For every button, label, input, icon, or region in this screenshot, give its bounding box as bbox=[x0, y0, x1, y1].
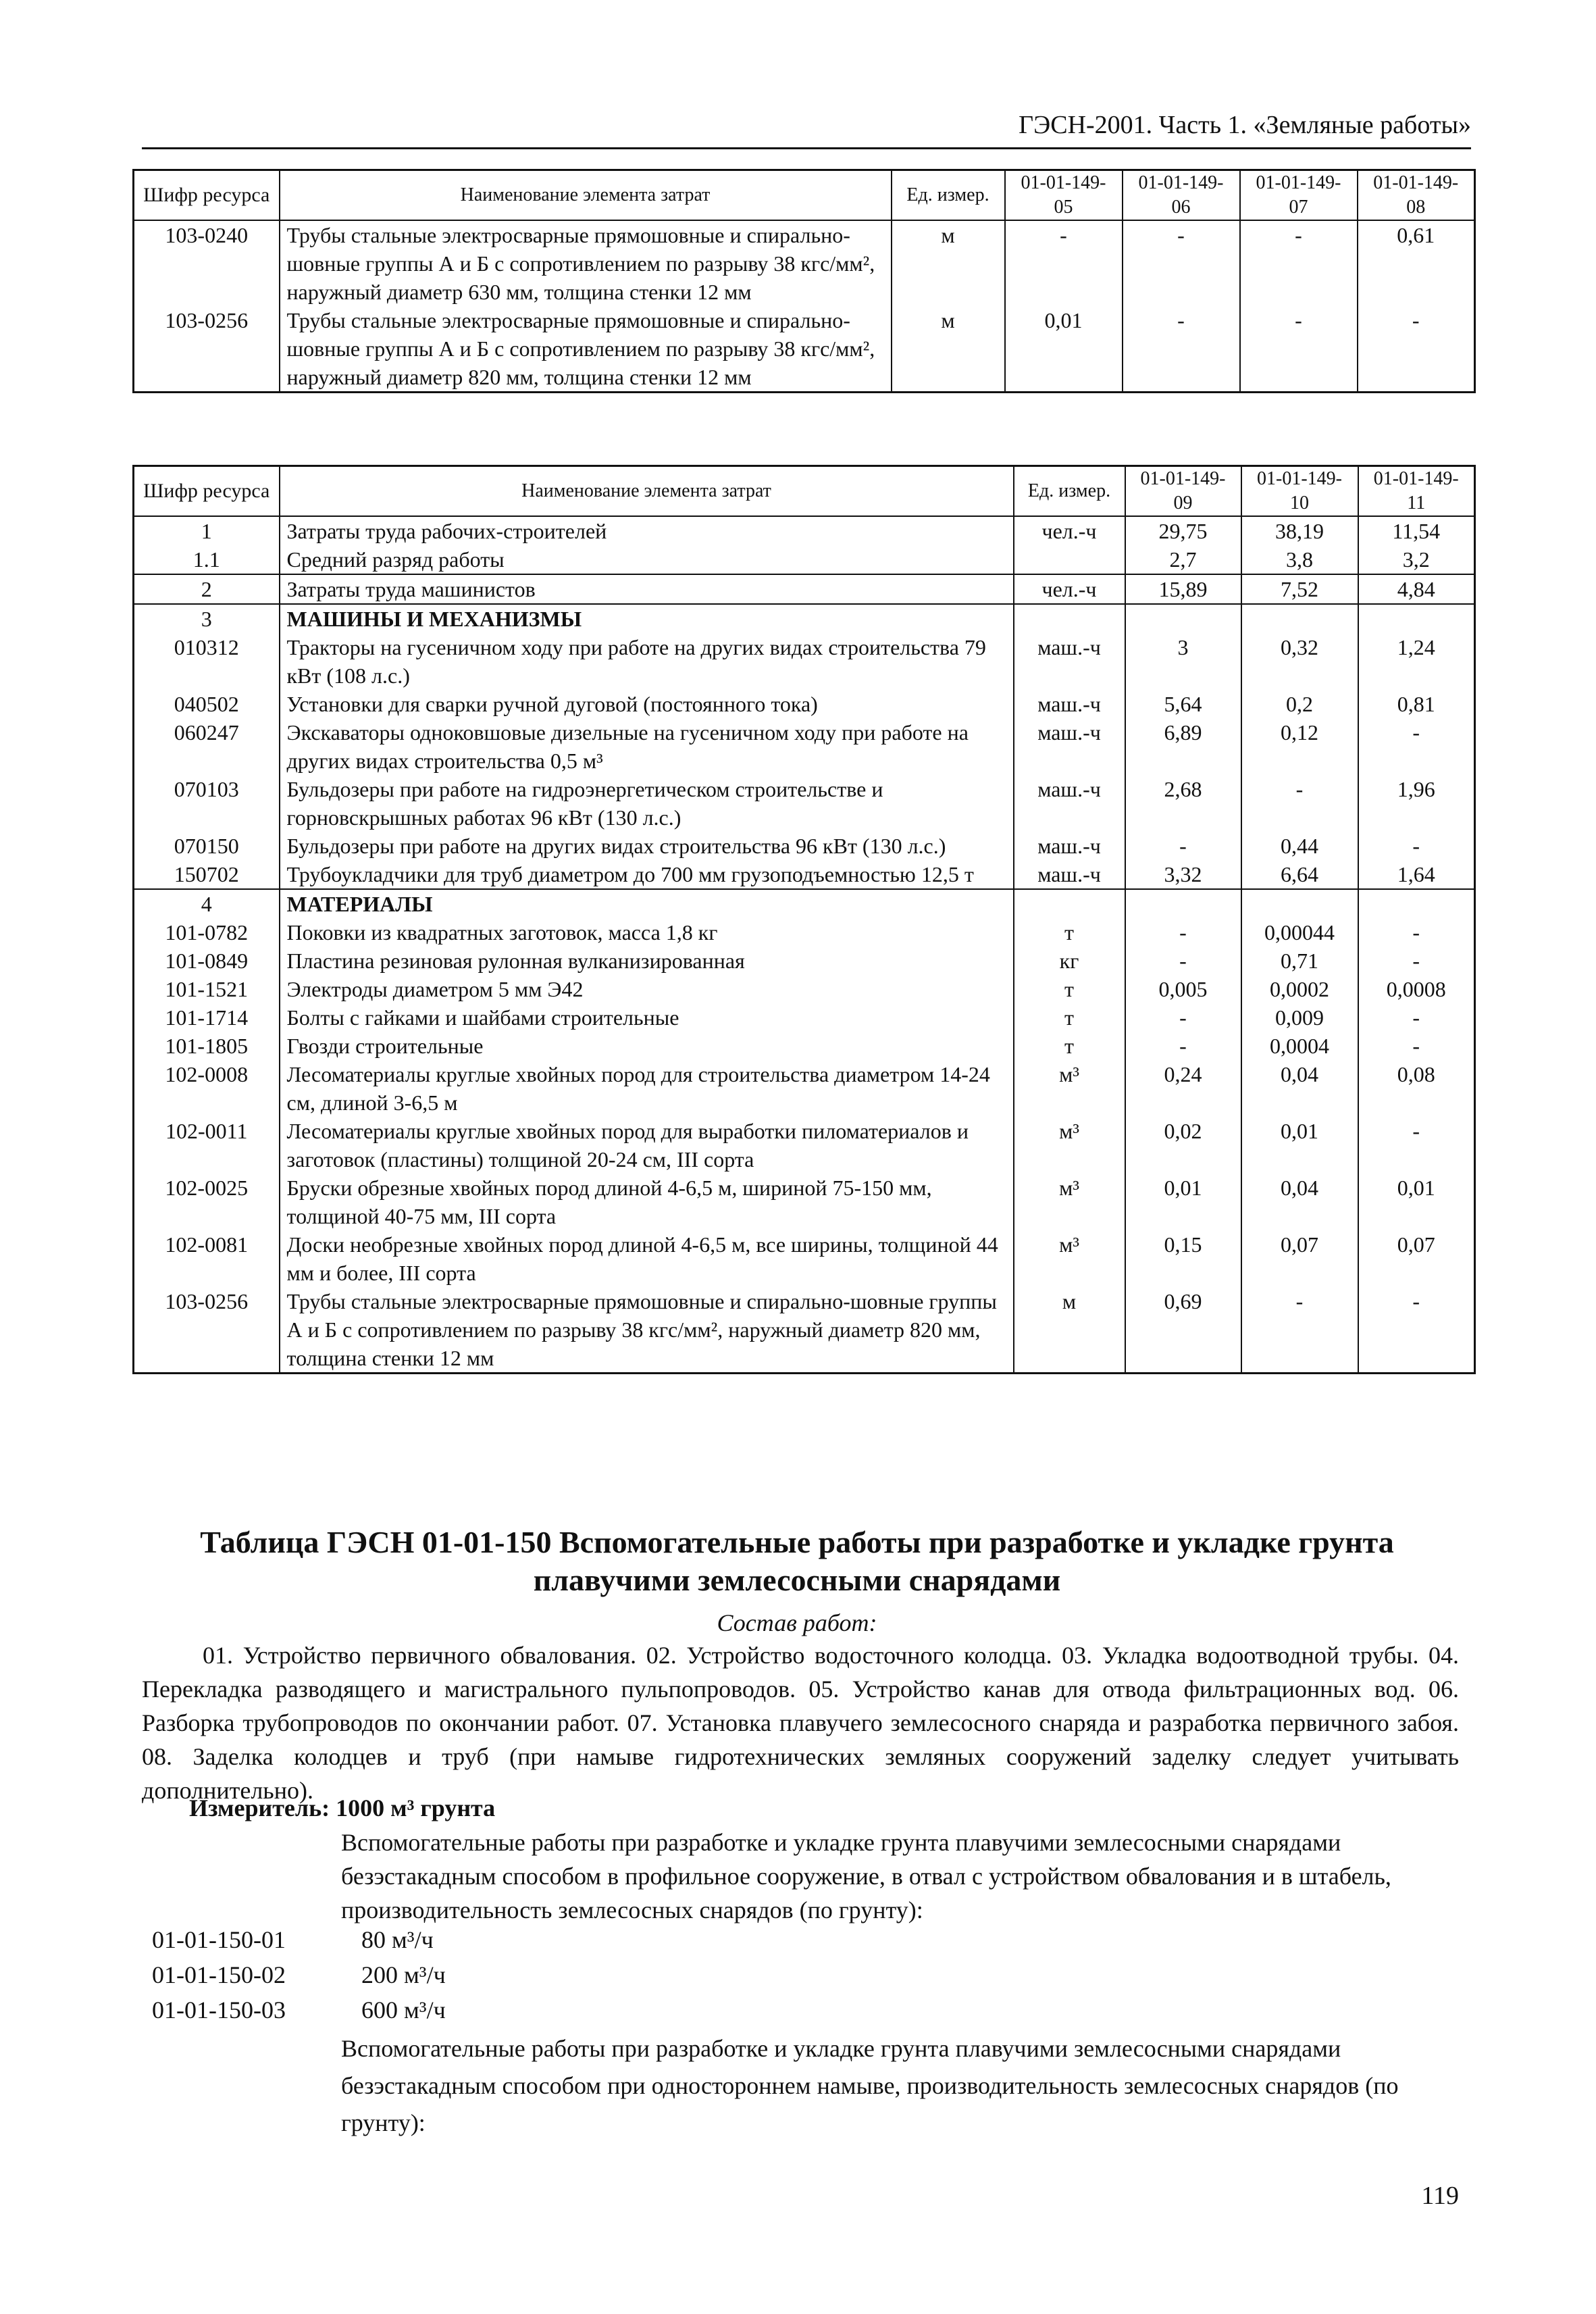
norm-value: 0,04 bbox=[1241, 1174, 1358, 1230]
norm-value: - bbox=[1241, 1287, 1358, 1374]
resource-name: Экскаваторы одноковшовые дизельные на гусеничном ходу при работе на других видах строительства 0,5 м³ bbox=[280, 718, 1014, 775]
resource-code: 010312 bbox=[134, 633, 280, 690]
column-header-norm: 01-01-149-07 bbox=[1240, 170, 1358, 221]
resource-name: Установки для сварки ручной дуговой (постоянного тока) bbox=[280, 690, 1014, 718]
resource-name: Затраты труда рабочих-строителей bbox=[280, 516, 1014, 545]
norm-value: - bbox=[1358, 832, 1475, 860]
norm-value: 29,75 bbox=[1125, 516, 1241, 545]
norm-value: 0,81 bbox=[1358, 690, 1475, 718]
resource-unit: м bbox=[1014, 1287, 1125, 1374]
norm-value: 3,2 bbox=[1358, 545, 1475, 574]
norm-value: 1,64 bbox=[1358, 860, 1475, 889]
resource-code: 101-1714 bbox=[134, 1003, 280, 1032]
resource-name: Затраты труда машинистов bbox=[280, 574, 1014, 604]
norm-item bbox=[152, 1993, 446, 2027]
norm-value: - bbox=[1358, 947, 1475, 975]
norm-value: - bbox=[1125, 918, 1241, 947]
table-row bbox=[134, 832, 1475, 860]
resource-unit bbox=[1014, 545, 1125, 574]
resource-code: 103-0256 bbox=[134, 1287, 280, 1374]
resource-name: МАШИНЫ И МЕХАНИЗМЫ bbox=[280, 604, 1014, 633]
resource-unit: м³ bbox=[1014, 1230, 1125, 1287]
column-header-norm: 01-01-149-06 bbox=[1123, 170, 1240, 221]
norm-value: - bbox=[1358, 1287, 1475, 1374]
resource-code: 103-0256 bbox=[134, 306, 280, 393]
norm-value: 0,005 bbox=[1125, 975, 1241, 1003]
norm-item bbox=[152, 1923, 434, 1957]
norm-value: - bbox=[1125, 947, 1241, 975]
resource-code: 101-0849 bbox=[134, 947, 280, 975]
norm-value: 4,84 bbox=[1358, 574, 1475, 604]
norm-value: 0,0008 bbox=[1358, 975, 1475, 1003]
norm-value: 1,24 bbox=[1358, 633, 1475, 690]
resource-unit: маш.-ч bbox=[1014, 832, 1125, 860]
norm-value: 7,52 bbox=[1241, 574, 1358, 604]
column-header-norm: 01-01-149-09 bbox=[1125, 466, 1241, 517]
table-row bbox=[134, 545, 1475, 574]
table-row bbox=[134, 889, 1475, 918]
norm-value bbox=[1358, 889, 1475, 918]
resource-code: 101-1521 bbox=[134, 975, 280, 1003]
resource-unit: маш.-ч bbox=[1014, 860, 1125, 889]
norm-value: - bbox=[1358, 718, 1475, 775]
norm-value: - bbox=[1358, 306, 1475, 393]
norm-productivity: 80 м³/ч bbox=[361, 1926, 434, 1953]
resource-name: Бульдозеры при работе на других видах строительства 96 кВт (130 л.с.) bbox=[280, 832, 1014, 860]
resource-unit: м³ bbox=[1014, 1060, 1125, 1117]
resource-unit: маш.-ч bbox=[1014, 690, 1125, 718]
norm-value: 3 bbox=[1125, 633, 1241, 690]
norm-value: 0,32 bbox=[1241, 633, 1358, 690]
norm-value: - bbox=[1358, 1032, 1475, 1060]
resource-unit: маш.-ч bbox=[1014, 718, 1125, 775]
norm-value: 0,009 bbox=[1241, 1003, 1358, 1032]
table-row bbox=[134, 1117, 1475, 1174]
section-title: Таблица ГЭСН 01-01-150 Вспомогательные работы при разработке и укладке грунта плавучими землесосными снарядами bbox=[200, 1525, 1394, 1597]
norm-value: 15,89 bbox=[1125, 574, 1241, 604]
norm-value: 0,07 bbox=[1241, 1230, 1358, 1287]
table-row bbox=[134, 775, 1475, 832]
table-row bbox=[134, 918, 1475, 947]
resource-unit: маш.-ч bbox=[1014, 775, 1125, 832]
norm-value: 1,96 bbox=[1358, 775, 1475, 832]
column-header-norm: 01-01-149-11 bbox=[1358, 466, 1475, 517]
resource-code: 102-0011 bbox=[134, 1117, 280, 1174]
norm-productivity: 200 м³/ч bbox=[361, 1961, 446, 1988]
norm-value: 0,12 bbox=[1241, 718, 1358, 775]
table-row bbox=[134, 1287, 1475, 1374]
norm-value: 0,08 bbox=[1358, 1060, 1475, 1117]
table-row bbox=[134, 1003, 1475, 1032]
norm-value: - bbox=[1358, 918, 1475, 947]
norm-value: - bbox=[1240, 306, 1358, 393]
norm-value: 11,54 bbox=[1358, 516, 1475, 545]
resource-name: Болты с гайками и шайбами строительные bbox=[280, 1003, 1014, 1032]
resource-table-149-09-11 bbox=[132, 465, 1476, 1374]
resource-unit: чел.-ч bbox=[1014, 516, 1125, 545]
norm-value: - bbox=[1241, 775, 1358, 832]
table-row bbox=[134, 306, 1475, 393]
table-row bbox=[134, 718, 1475, 775]
work-description: Вспомогательные работы при разработке и укладке грунта плавучими землесосными снарядами безэстакадным способом в профильное сооружение, в отвал с устройством обвалования и в штабель, производительность землесосных снарядов (по грунту): bbox=[341, 1829, 1391, 1923]
norm-value: 0,01 bbox=[1005, 306, 1123, 393]
resource-unit: м³ bbox=[1014, 1117, 1125, 1174]
table-row bbox=[134, 1230, 1475, 1287]
measurement-unit: Измеритель: 1000 м³ грунта bbox=[189, 1794, 496, 1821]
resource-code: 070103 bbox=[134, 775, 280, 832]
norm-value: 0,04 bbox=[1241, 1060, 1358, 1117]
norm-value: - bbox=[1123, 220, 1240, 306]
resource-code: 103-0240 bbox=[134, 220, 280, 306]
norm-value: - bbox=[1125, 1003, 1241, 1032]
resource-name: Поковки из квадратных заготовок, масса 1,8 кг bbox=[280, 918, 1014, 947]
resource-name: Трубы стальные электросварные прямошовные и спирально-шовные группы А и Б с сопротивлением по разрыву 38 кгс/мм², наружный диаметр 820 мм, толщина стенки 12 мм bbox=[280, 306, 892, 393]
column-header-name: Наименование элемента затрат bbox=[280, 466, 1014, 517]
resource-code: 060247 bbox=[134, 718, 280, 775]
resource-name: Лесоматериалы круглые хвойных пород для строительства диаметром 14-24 см, длиной 3-6,5 м bbox=[280, 1060, 1014, 1117]
table-row bbox=[134, 1032, 1475, 1060]
norm-value: 0,15 bbox=[1125, 1230, 1241, 1287]
work-composition-heading: Состав работ: bbox=[717, 1609, 877, 1636]
table-row bbox=[134, 947, 1475, 975]
resource-unit: маш.-ч bbox=[1014, 633, 1125, 690]
norm-value: 0,44 bbox=[1241, 832, 1358, 860]
norm-value: 0,01 bbox=[1241, 1117, 1358, 1174]
norm-value: - bbox=[1358, 1117, 1475, 1174]
column-header-norm: 01-01-149-10 bbox=[1241, 466, 1358, 517]
column-header-unit: Ед. измер. bbox=[892, 170, 1005, 221]
column-header-code: Шифр ресурса bbox=[134, 466, 280, 517]
resource-name: Электроды диаметром 5 мм Э42 bbox=[280, 975, 1014, 1003]
table-row bbox=[134, 604, 1475, 633]
table-header-row bbox=[134, 466, 1475, 517]
resource-name: Средний разряд работы bbox=[280, 545, 1014, 574]
norm-value bbox=[1125, 604, 1241, 633]
resource-code: 4 bbox=[134, 889, 280, 918]
norm-value: 5,64 bbox=[1125, 690, 1241, 718]
norm-value bbox=[1241, 889, 1358, 918]
norm-code: 01-01-150-02 bbox=[152, 1961, 286, 1988]
resource-code: 1.1 bbox=[134, 545, 280, 574]
table-row bbox=[134, 690, 1475, 718]
norm-value bbox=[1241, 604, 1358, 633]
resource-name: Трубоукладчики для труб диаметром до 700 мм грузоподъемностью 12,5 т bbox=[280, 860, 1014, 889]
table-row bbox=[134, 1060, 1475, 1117]
norm-value: - bbox=[1240, 220, 1358, 306]
norm-value: 6,64 bbox=[1241, 860, 1358, 889]
norm-code: 01-01-150-01 bbox=[152, 1926, 286, 1953]
norm-value: 0,02 bbox=[1125, 1117, 1241, 1174]
resource-code: 101-1805 bbox=[134, 1032, 280, 1060]
norm-value: 3,8 bbox=[1241, 545, 1358, 574]
norm-value: 0,61 bbox=[1358, 220, 1475, 306]
norm-value bbox=[1125, 889, 1241, 918]
resource-unit bbox=[1014, 889, 1125, 918]
norm-value: 2,7 bbox=[1125, 545, 1241, 574]
table-row bbox=[134, 574, 1475, 604]
resource-unit: м³ bbox=[1014, 1174, 1125, 1230]
norm-value: - bbox=[1125, 832, 1241, 860]
resource-unit: м bbox=[892, 306, 1005, 393]
norm-value: 0,2 bbox=[1241, 690, 1358, 718]
resource-table-149-05-08 bbox=[132, 169, 1476, 393]
resource-name: Пластина резиновая рулонная вулканизированная bbox=[280, 947, 1014, 975]
resource-code: 1 bbox=[134, 516, 280, 545]
norm-value bbox=[1358, 604, 1475, 633]
resource-unit bbox=[1014, 604, 1125, 633]
table-row bbox=[134, 975, 1475, 1003]
work-composition-text: 01. Устройство первичного обвалования. 02. Устройство водосточного колодца. 03. Укладка водоотводной трубы. 04. Перекладка разводящего и магистрального пульпопроводов. 05. Устройство канав для отвода фильтрационных вод. 06. Разборка трубопроводов по окончании работ. 07. Установка плавучего землесосного снаряда и разработка первичного забоя. 08. Заделка колодцев и труб (при намыве гидротехнических земляных сооружений заделку следует учитывать дополнительно). bbox=[142, 1642, 1459, 1804]
resource-name: Бульдозеры при работе на гидроэнергетическом строительстве и горновскрышных работах 96 кВт (130 л.с.) bbox=[280, 775, 1014, 832]
resource-unit: т bbox=[1014, 1003, 1125, 1032]
resource-name: Лесоматериалы круглые хвойных пород для выработки пиломатериалов и заготовок (пластины) толщиной 20-24 см, III сорта bbox=[280, 1117, 1014, 1174]
resource-name: Бруски обрезные хвойных пород длиной 4-6,5 м, шириной 75-150 мм, толщиной 40-75 мм, III сорта bbox=[280, 1174, 1014, 1230]
norm-productivity: 600 м³/ч bbox=[361, 1996, 446, 2023]
column-header-name: Наименование элемента затрат bbox=[280, 170, 892, 221]
norm-value: 0,71 bbox=[1241, 947, 1358, 975]
resource-code: 101-0782 bbox=[134, 918, 280, 947]
norm-value: 0,69 bbox=[1125, 1287, 1241, 1374]
table-row bbox=[134, 860, 1475, 889]
resource-code: 102-0081 bbox=[134, 1230, 280, 1287]
resource-code: 070150 bbox=[134, 832, 280, 860]
resource-unit: т bbox=[1014, 1032, 1125, 1060]
running-header: ГЭСН-2001. Часть 1. «Земляные работы» bbox=[142, 108, 1471, 149]
norm-value: 38,19 bbox=[1241, 516, 1358, 545]
resource-code: 102-0025 bbox=[134, 1174, 280, 1230]
table-row bbox=[134, 220, 1475, 306]
norm-value: 6,89 bbox=[1125, 718, 1241, 775]
resource-unit: м bbox=[892, 220, 1005, 306]
page-number: 119 bbox=[1421, 2182, 1459, 2210]
table-row bbox=[134, 633, 1475, 690]
resource-name: Трубы стальные электросварные прямошовные и спирально-шовные группы А и Б с сопротивлением по разрыву 38 кгс/мм², наружный диаметр 630 мм, толщина стенки 12 мм bbox=[280, 220, 892, 306]
norm-value: - bbox=[1005, 220, 1123, 306]
resource-code: 3 bbox=[134, 604, 280, 633]
resource-name: Трубы стальные электросварные прямошовные и спирально-шовные группы А и Б с сопротивлением по разрыву 38 кгс/мм², наружный диаметр 820 мм, толщина стенки 12 мм bbox=[280, 1287, 1014, 1374]
resource-code: 150702 bbox=[134, 860, 280, 889]
work-description: Вспомогательные работы при разработке и укладке грунта плавучими землесосными снарядами безэстакадным способом при одностороннем намыве, производительность землесосных снарядов (по грунту): bbox=[341, 2035, 1399, 2136]
column-header-norm: 01-01-149-05 bbox=[1005, 170, 1123, 221]
resource-name: МАТЕРИАЛЫ bbox=[280, 889, 1014, 918]
resource-code: 102-0008 bbox=[134, 1060, 280, 1117]
norm-value: 0,07 bbox=[1358, 1230, 1475, 1287]
resource-unit: т bbox=[1014, 918, 1125, 947]
table-row bbox=[134, 1174, 1475, 1230]
resource-code: 2 bbox=[134, 574, 280, 604]
norm-value: 0,0002 bbox=[1241, 975, 1358, 1003]
resource-name: Доски необрезные хвойных пород длиной 4-6,5 м, все ширины, толщиной 44 мм и более, III сорта bbox=[280, 1230, 1014, 1287]
column-header-code: Шифр ресурса bbox=[134, 170, 280, 221]
norm-item bbox=[152, 1958, 446, 1992]
norm-value: - bbox=[1358, 1003, 1475, 1032]
norm-value: 2,68 bbox=[1125, 775, 1241, 832]
resource-name: Гвозди строительные bbox=[280, 1032, 1014, 1060]
resource-unit: чел.-ч bbox=[1014, 574, 1125, 604]
norm-value: - bbox=[1123, 306, 1240, 393]
resource-code: 040502 bbox=[134, 690, 280, 718]
resource-unit: кг bbox=[1014, 947, 1125, 975]
resource-name: Тракторы на гусеничном ходу при работе на других видах строительства 79 кВт (108 л.с.) bbox=[280, 633, 1014, 690]
norm-value: 0,01 bbox=[1358, 1174, 1475, 1230]
column-header-norm: 01-01-149-08 bbox=[1358, 170, 1475, 221]
norm-code: 01-01-150-03 bbox=[152, 1996, 286, 2023]
norm-value: 0,00044 bbox=[1241, 918, 1358, 947]
resource-unit: т bbox=[1014, 975, 1125, 1003]
column-header-unit: Ед. измер. bbox=[1014, 466, 1125, 517]
norm-value: 0,24 bbox=[1125, 1060, 1241, 1117]
norm-value: 0,0004 bbox=[1241, 1032, 1358, 1060]
norm-value: 0,01 bbox=[1125, 1174, 1241, 1230]
table-header-row bbox=[134, 170, 1475, 221]
table-row bbox=[134, 516, 1475, 545]
norm-value: 3,32 bbox=[1125, 860, 1241, 889]
norm-value: - bbox=[1125, 1032, 1241, 1060]
